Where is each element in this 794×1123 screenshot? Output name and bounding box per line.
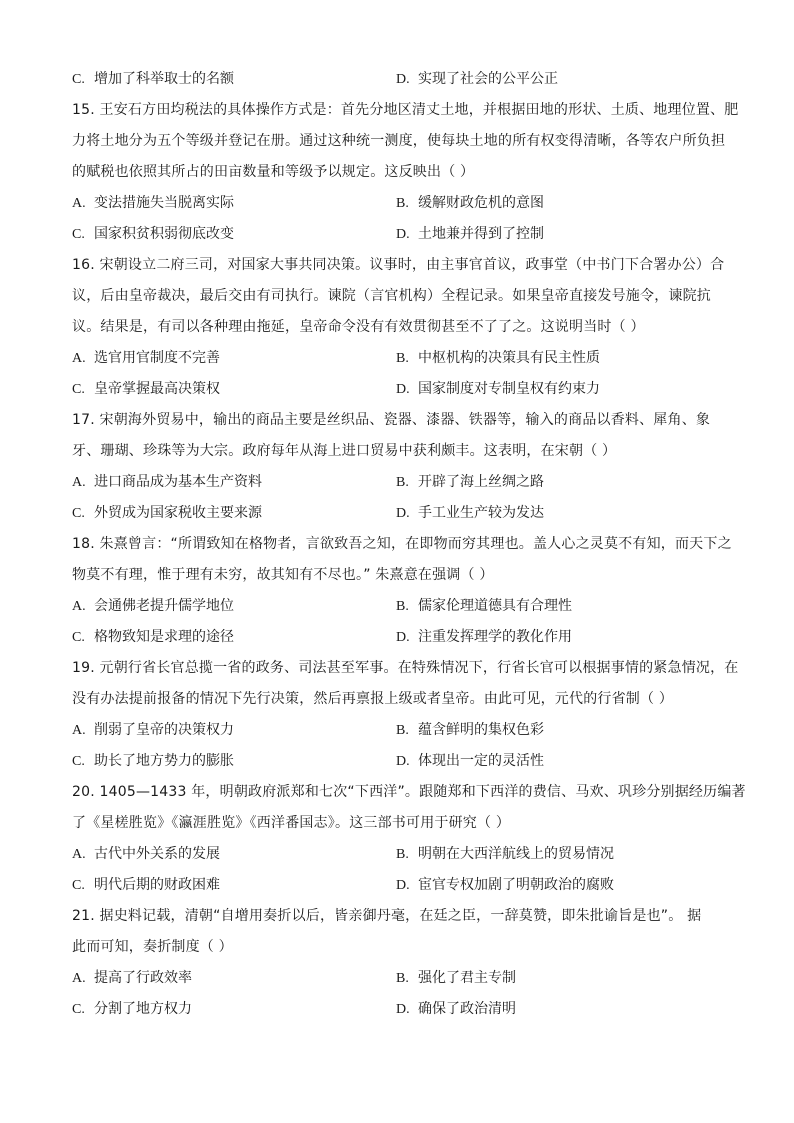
question-stem-line: 15. 王安石方田均税法的具体操作方式是：首先分地区清丈土地，并根据田地的形状、土质、地理位置、肥: [72, 102, 739, 118]
option-text: 变法措施失当脱离实际: [94, 195, 234, 211]
option-text: 削弱了皇帝的决策权力: [94, 722, 234, 738]
option-row: [72, 622, 724, 653]
option-b: [396, 839, 720, 870]
option-row: [72, 746, 724, 777]
option-text: 助长了地方势力的膨胀: [94, 753, 234, 769]
option-letter: C.: [72, 382, 85, 397]
option-row: [72, 343, 724, 374]
option-letter: C.: [72, 754, 85, 769]
option-text: 格物致知是求理的途径: [94, 629, 234, 645]
option-text: 选官用官制度不完善: [94, 350, 220, 366]
option-a: [72, 963, 396, 994]
question-stem-line: 议。结果是，有司以各种理由拖延，皇帝命令没有有效贯彻甚至不了了之。这说明当时（ ）: [72, 319, 645, 335]
option-text: 实现了社会的公平公正: [418, 71, 558, 87]
option-a: [72, 591, 396, 622]
option-d: [396, 994, 720, 1025]
option-row: [72, 498, 724, 529]
question-stem-line: 议，后由皇帝裁决，最后交由有司执行。谏院（言官机构）全程记录。如果皇帝直接发号施令，谏院抗: [72, 288, 711, 304]
question-19: [72, 653, 739, 777]
option-letter: C.: [72, 506, 85, 521]
option-letter: B.: [396, 847, 409, 862]
option-text: 古代中外关系的发展: [94, 846, 220, 862]
option-d: [396, 64, 720, 95]
question-21: [72, 901, 724, 1025]
option-text: 国家积贫积弱彻底改变: [94, 226, 234, 242]
option-b: [396, 591, 720, 622]
option-text: 分割了地方权力: [94, 1001, 192, 1017]
option-text: 土地兼并得到了控制: [418, 226, 544, 242]
option-d: [396, 374, 720, 405]
question-stem-line: 20. 1405—1433 年，明朝政府派郑和七次“下西洋”。跟随郑和下西洋的费信、马欢、巩珍分别据经历编著: [72, 784, 746, 800]
option-letter: B.: [396, 475, 409, 490]
option-b: [396, 467, 720, 498]
question-stem-line: 的赋税也依照其所占的田亩数量和等级予以规定。这反映出（ ）: [72, 164, 475, 180]
option-text: 进口商品成为基本生产资料: [94, 474, 262, 490]
option-letter: D.: [396, 878, 410, 893]
question-stem-line: 力将土地分为五个等级并登记在册。通过这种统一测度，使每块土地的所有权变得清晰，各等农户所负担: [72, 133, 726, 149]
option-text: 确保了政治清明: [418, 1001, 516, 1017]
option-letter: A.: [72, 847, 86, 862]
option-letter: C.: [72, 227, 85, 242]
option-a: [72, 715, 396, 746]
option-letter: D.: [396, 1002, 410, 1017]
option-c: [72, 219, 396, 250]
option-letter: A.: [72, 723, 86, 738]
option-letter: B.: [396, 196, 409, 211]
option-letter: D.: [396, 382, 410, 397]
question-stem-line: 物莫不有理，惟于理有未穷，故其知有不尽也。” 朱熹意在强调（ ）: [72, 567, 494, 583]
option-text: 注重发挥理学的教化作用: [418, 629, 572, 645]
option-row: [72, 870, 724, 901]
option-c: [72, 994, 396, 1025]
option-d: [396, 219, 720, 250]
option-a: [72, 467, 396, 498]
option-text: 宦官专权加剧了明朝政治的腐败: [418, 877, 614, 893]
option-a: [72, 343, 396, 374]
option-text: 国家制度对专制皇权有约束力: [418, 381, 600, 397]
option-row: [72, 374, 724, 405]
option-text: 缓解财政危机的意图: [418, 195, 544, 211]
option-letter: A.: [72, 196, 86, 211]
option-text: 手工业生产较为发达: [418, 505, 544, 521]
option-row: [72, 219, 724, 250]
option-c: [72, 622, 396, 653]
option-c: [72, 746, 396, 777]
option-letter: B.: [396, 351, 409, 366]
option-letter: A.: [72, 351, 86, 366]
option-text: 明朝在大西洋航线上的贸易情况: [418, 846, 614, 862]
option-d: [396, 498, 720, 529]
question-18: [72, 529, 732, 653]
option-row: [72, 188, 724, 219]
option-row: [72, 839, 724, 870]
option-text: 外贸成为国家税收主要来源: [94, 505, 262, 521]
option-letter: B.: [396, 971, 409, 986]
option-row: [72, 963, 724, 994]
option-b: [396, 715, 720, 746]
option-row: [72, 715, 724, 746]
option-c: [72, 498, 396, 529]
option-text: 明代后期的财政困难: [94, 877, 220, 893]
option-letter: C.: [72, 878, 85, 893]
option-c: [72, 374, 396, 405]
option-text: 强化了君主专制: [418, 970, 516, 986]
question-17: [72, 405, 724, 529]
question-20: [72, 777, 746, 901]
question-stem-line: 18. 朱熹曾言：“所谓致知在格物者，言欲致吾之知，在即物而穷其理也。盖人心之灵莫不有知，而天下之: [72, 536, 732, 552]
option-b: [396, 343, 720, 374]
option-text: 体现出一定的灵活性: [418, 753, 544, 769]
option-row: [72, 591, 724, 622]
question-15: [72, 95, 739, 250]
option-text: 儒家伦理道德具有合理性: [418, 598, 572, 614]
option-letter: A.: [72, 599, 86, 614]
option-b: [396, 188, 720, 219]
option-letter: D.: [396, 227, 410, 242]
option-b: [396, 963, 720, 994]
question-stem-line: 此而可知，奏折制度（ ）: [72, 939, 233, 955]
option-text: 增加了科举取士的名额: [94, 71, 234, 87]
option-d: [396, 622, 720, 653]
option-text: 皇帝掌握最高决策权: [94, 381, 220, 397]
option-row: [72, 467, 724, 498]
option-d: [396, 870, 720, 901]
question-list: [72, 95, 746, 1025]
question-stem-line: 17. 宋朝海外贸易中，输出的商品主要是丝织品、瓷器、漆器、铁器等，输入的商品以香料、犀角、象: [72, 412, 711, 428]
option-c: [72, 870, 396, 901]
option-text: 中枢机构的决策具有民主性质: [418, 350, 600, 366]
option-row: [72, 64, 724, 95]
option-letter: A.: [72, 971, 86, 986]
option-letter: C.: [72, 1002, 85, 1017]
option-letter: B.: [396, 599, 409, 614]
option-letter: D.: [396, 506, 410, 521]
exam-page: [72, 64, 746, 1025]
question-16: [72, 250, 724, 405]
option-a: [72, 188, 396, 219]
option-letter: C.: [72, 630, 85, 645]
question-stem-line: 了《星槎胜览》《瀛涯胜览》《西洋番国志》。这三部书可用于研究（ ）: [72, 815, 511, 831]
question-stem-line: 19. 元朝行省长官总揽一省的政务、司法甚至军事。在特殊情况下，行省长官可以根据事情的紧急情况，在: [72, 660, 739, 676]
option-text: 开辟了海上丝绸之路: [418, 474, 544, 490]
option-text: 提高了行政效率: [94, 970, 192, 986]
option-c: [72, 64, 396, 95]
option-d: [396, 746, 720, 777]
option-letter: C.: [72, 72, 85, 87]
option-letter: D.: [396, 754, 410, 769]
option-text: 会通佛老提升儒学地位: [94, 598, 234, 614]
question-stem-line: 21. 据史料记载，清朝“自增用奏折以后，皆亲御丹毫，在廷之臣，一辞莫赞，即朱批谕旨是也”。 据: [72, 908, 702, 924]
option-letter: D.: [396, 72, 410, 87]
option-row: [72, 994, 724, 1025]
option-text: 蕴含鲜明的集权色彩: [418, 722, 544, 738]
question-stem-line: 没有办法提前报备的情况下先行决策，然后再禀报上级或者皇帝。由此可见，元代的行省制（ ）: [72, 691, 674, 707]
option-a: [72, 839, 396, 870]
option-letter: D.: [396, 630, 410, 645]
option-letter: A.: [72, 475, 86, 490]
option-letter: B.: [396, 723, 409, 738]
question-stem-line: 牙、珊瑚、珍珠等为大宗。政府每年从海上进口贸易中获利颇丰。这表明，在宋朝（ ）: [72, 443, 617, 459]
question-stem-line: 16. 宋朝设立二府三司，对国家大事共同决策。议事时，由主事官首议，政事堂（中书门下合署办公）合: [72, 257, 725, 273]
